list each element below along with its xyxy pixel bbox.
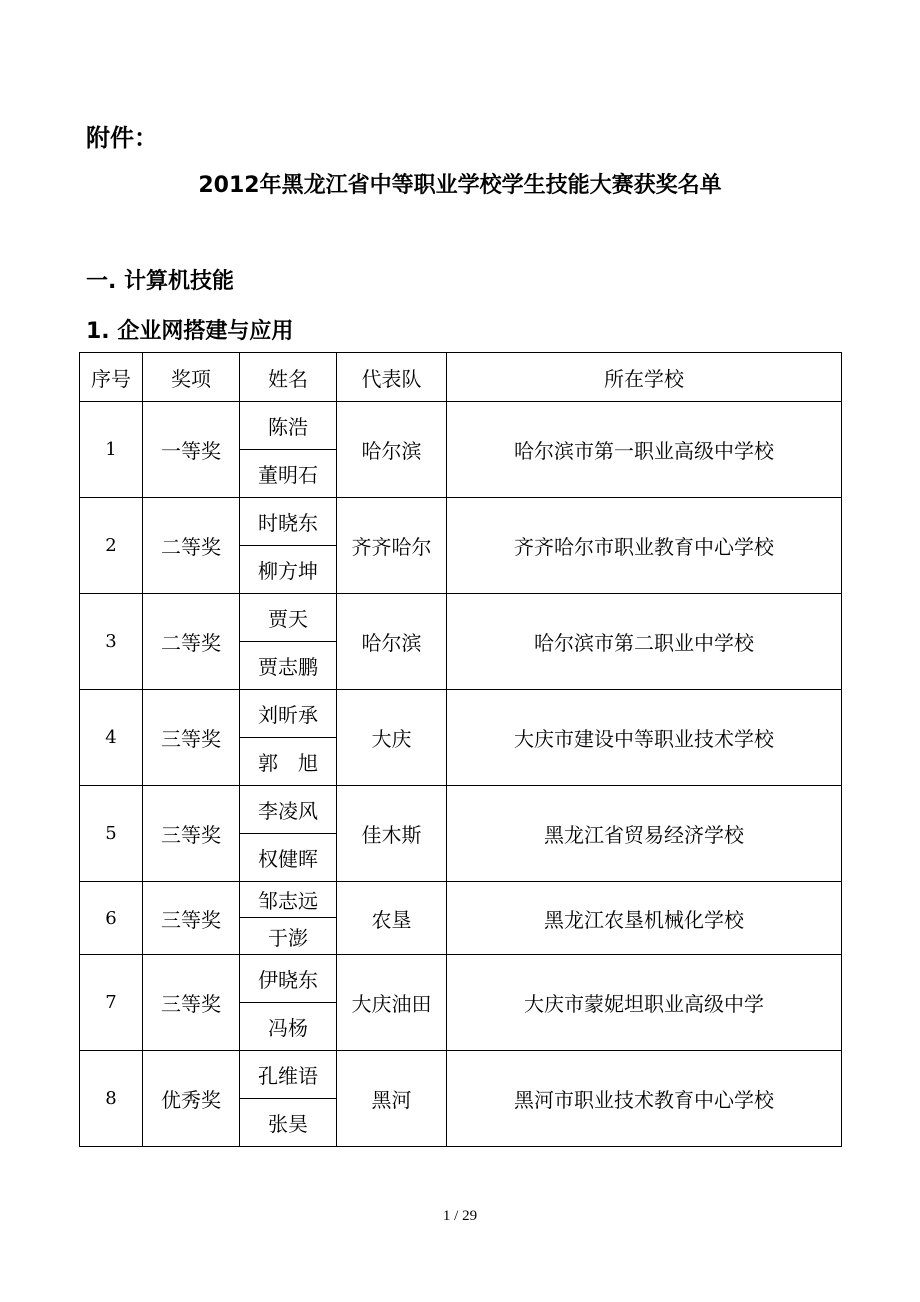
cell-name: 邹志远 (240, 882, 337, 918)
cell-award: 二等奖 (143, 498, 240, 594)
cell-no: 4 (80, 690, 143, 786)
cell-team: 哈尔滨 (337, 594, 447, 690)
cell-name: 陈浩 (240, 402, 337, 450)
table-row (80, 402, 842, 450)
cell-name: 董明石 (240, 450, 337, 498)
cell-school: 哈尔滨市第二职业中学校 (447, 594, 842, 690)
cell-name: 贾志鹏 (240, 642, 337, 690)
cell-no: 1 (80, 402, 143, 498)
subsection-heading: 1. 企业网搭建与应用 (86, 319, 294, 344)
table-row (80, 882, 842, 918)
cell-school: 黑龙江省贸易经济学校 (447, 786, 842, 882)
cell-name: 冯杨 (240, 1003, 337, 1051)
cell-award: 三等奖 (143, 882, 240, 955)
cell-team: 齐齐哈尔 (337, 498, 447, 594)
table-row (80, 1051, 842, 1099)
cell-award: 三等奖 (143, 786, 240, 882)
cell-name: 权健晖 (240, 834, 337, 882)
cell-team: 哈尔滨 (337, 402, 447, 498)
col-header-school: 所在学校 (447, 353, 842, 402)
cell-award: 优秀奖 (143, 1051, 240, 1147)
cell-name: 孔维语 (240, 1051, 337, 1099)
cell-school: 大庆市蒙妮坦职业高级中学 (447, 955, 842, 1051)
cell-name: 于澎 (240, 918, 337, 955)
table-row (80, 498, 842, 546)
col-header-no: 序号 (80, 353, 143, 402)
cell-no: 6 (80, 882, 143, 955)
cell-school: 黑龙江农垦机械化学校 (447, 882, 842, 955)
cell-name: 郭 旭 (240, 738, 337, 786)
cell-school: 哈尔滨市第一职业高级中学校 (447, 402, 842, 498)
cell-team: 大庆油田 (337, 955, 447, 1051)
awards-table (79, 352, 842, 1147)
cell-name: 李凌风 (240, 786, 337, 834)
cell-name: 贾天 (240, 594, 337, 642)
page-number: 1 / 29 (442, 1208, 478, 1224)
cell-team: 黑河 (337, 1051, 447, 1147)
document-title: 2012年黑龙江省中等职业学校学生技能大赛获奖名单 (198, 173, 722, 198)
cell-no: 5 (80, 786, 143, 882)
cell-award: 一等奖 (143, 402, 240, 498)
cell-name: 张昊 (240, 1099, 337, 1147)
cell-school: 大庆市建设中等职业技术学校 (447, 690, 842, 786)
table-row (80, 594, 842, 642)
cell-name: 柳方坤 (240, 546, 337, 594)
col-header-team: 代表队 (337, 353, 447, 402)
cell-no: 8 (80, 1051, 143, 1147)
table-row (80, 690, 842, 738)
cell-no: 7 (80, 955, 143, 1051)
cell-name: 时晓东 (240, 498, 337, 546)
col-header-name: 姓名 (240, 353, 337, 402)
cell-team: 大庆 (337, 690, 447, 786)
section-heading: 一. 计算机技能 (86, 269, 235, 294)
cell-team: 农垦 (337, 882, 447, 955)
cell-award: 三等奖 (143, 690, 240, 786)
cell-name: 伊晓东 (240, 955, 337, 1003)
cell-team: 佳木斯 (337, 786, 447, 882)
col-header-award: 奖项 (143, 353, 240, 402)
attachment-label: 附件： (86, 124, 158, 152)
cell-award: 三等奖 (143, 955, 240, 1051)
table-row (80, 786, 842, 834)
cell-no: 2 (80, 498, 143, 594)
cell-school: 黑河市职业技术教育中心学校 (447, 1051, 842, 1147)
cell-school: 齐齐哈尔市职业教育中心学校 (447, 498, 842, 594)
table-row (80, 955, 842, 1003)
cell-no: 3 (80, 594, 143, 690)
cell-name: 刘昕承 (240, 690, 337, 738)
cell-award: 二等奖 (143, 594, 240, 690)
table-header-row (80, 353, 842, 402)
